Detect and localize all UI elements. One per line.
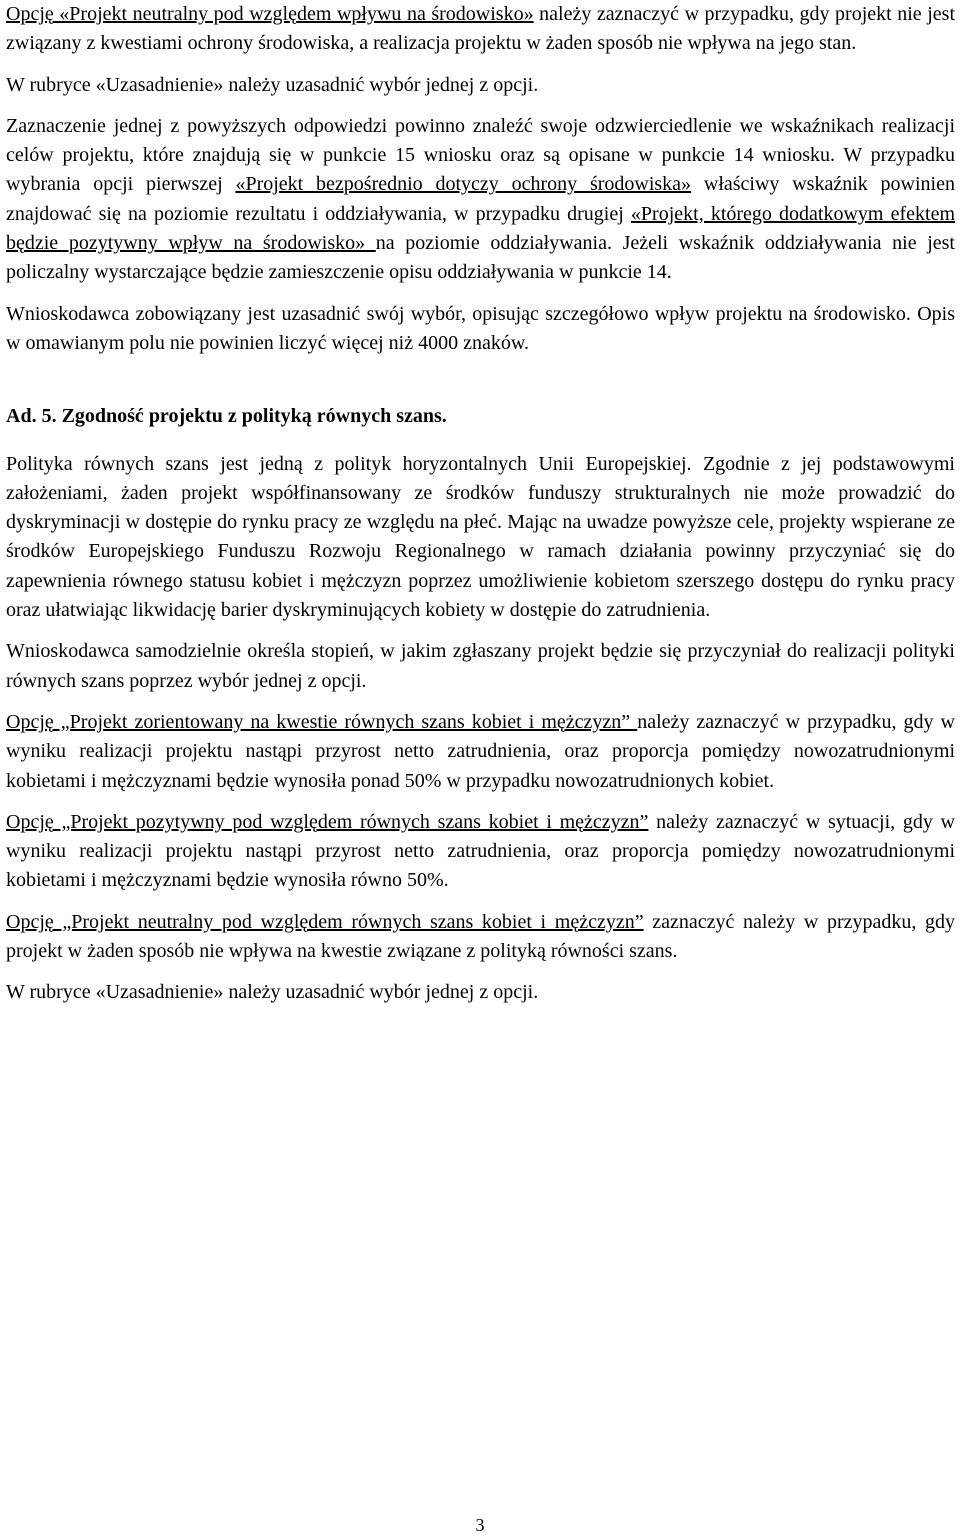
equality-applicant-paragraph: Wnioskodawca samodzielnie określa stopień, w jakim zgłaszany projekt będzie się przyczyniał do realizacji polityki równych szans poprzez wybór jednej z opcji.: [6, 640, 955, 692]
equality-policy-paragraph: Polityka równych szans jest jedną z polityk horyzontalnych Unii Europejskiej. Zgodnie z jej podstawowymi założeniami, żaden projekt współfinansowany ze środków funduszy strukturalnych nie może prowadzić do dyskryminacji w dostępie do rynku pracy ze względu na płeć. Mając na uwadze powyższe cele, projekty wspierane ze środków Europejskiego Funduszu Rozwoju Regionalnego w ramach działania powinny przyczyniać się do zapewnienia równego statusu kobiet i mężczyzn poprzez umożliwienie kobietom szerszego dostępu do rynku pracy oraz ułatwiając likwidację barier dyskryminujących kobiety w dostępie do zatrudnienia.: [6, 452, 955, 622]
env-neutral-option-description: należy zaznaczyć w przypadku, gdy projekt nie jest związany z kwestiami ochrony środowiska, a realizacja projektu w żaden sposób nie wpływa na jego stan.: [6, 3, 956, 55]
env-indicators-intro: Zaznaczenie jednej z powyższych odpowiedzi powinno znaleźć swoje odzwierciedlenie we wskaźnikach realizacji celów projektu, które znajdują się w punkcie 15 wniosku oraz są opisane w punkcie 14 wniosku. W przypadku wybrania opcji pierwszej: [6, 114, 955, 196]
equality-neutral-option-text: Opcję „Projekt neutralny pod względem równych szans kobiet i mężczyzn”: [6, 910, 644, 933]
equality-oriented-option-paragraph: [6, 708, 955, 796]
env-neutral-option-text: Opcję «Projekt neutralny pod względem wpływu na środowisko»: [6, 3, 534, 25]
equality-oriented-option-description: należy zaznaczyć w przypadku, gdy w wyniku realizacji projektu nastąpi przyrost netto zatrudnienia, oraz proporcja pomiędzy nowozatrudnionymi kobietami i mężczyznami będzie wynosiła ponad 50% w przypadku nowozatrudnionych kobiet.: [6, 710, 955, 792]
section-heading: Ad. 5. Zgodność projektu z polityką równych szans.: [6, 405, 447, 428]
env-justification-paragraph: W rubryce «Uzasadnienie» należy uzasadnić wybór jednej z opcji.: [6, 73, 539, 96]
env-direct-option-text: «Projekt bezpośrednio dotyczy ochrony środowiska»: [235, 173, 692, 196]
env-indicators-middle: właściwy wskaźnik powinien znajdować się na poziomie rezultatu i oddziaływania, w przypadku drugiej: [6, 173, 955, 225]
equality-positive-option-paragraph: [6, 808, 955, 896]
page-number: 3: [475, 1515, 485, 1535]
equality-positive-option-description: należy zaznaczyć w sytuacji, gdy w wyniku realizacji projektu nastąpi przyrost netto zatrudnienia, oraz proporcja pomiędzy nowozatrudnionymi kobietami i mężczyznami będzie wynosiła równo 50%.: [6, 810, 956, 892]
equality-justification-paragraph: W rubryce «Uzasadnienie» należy uzasadnić wybór jednej z opcji.: [6, 981, 539, 1004]
env-indicators-paragraph: [6, 112, 955, 288]
equality-positive-option-text: Opcję „Projekt pozytywny pod względem równych szans kobiet i mężczyzn”: [6, 810, 649, 833]
equality-neutral-option-description: zaznaczyć należy w przypadku, gdy projekt w żaden sposób nie wpływa na kwestie związane z polityką równości szans.: [6, 910, 955, 963]
env-additional-option-text: «Projekt, którego dodatkowym efektem będzie pozytywny wpływ na środowisko»: [6, 202, 955, 255]
equality-neutral-option-paragraph: [6, 908, 955, 967]
env-neutral-option-paragraph: [6, 0, 955, 59]
equality-oriented-option-text: Opcję „Projekt zorientowany na kwestie równych szans kobiet i mężczyzn”: [6, 710, 638, 733]
env-indicators-end: na poziomie oddziaływania. Jeżeli wskaźnik oddziaływania nie jest policzalny wystarczające będzie zamieszczenie opisu oddziaływania w punkcie 14.: [6, 232, 955, 284]
document-page: [6, 0, 955, 1008]
env-description-paragraph: Wnioskodawca zobowiązany jest uzasadnić swój wybór, opisując szczegółowo wpływ projektu na środowisko. Opis w omawianym polu nie powinien liczyć więcej niż 4000 znaków.: [6, 302, 955, 354]
